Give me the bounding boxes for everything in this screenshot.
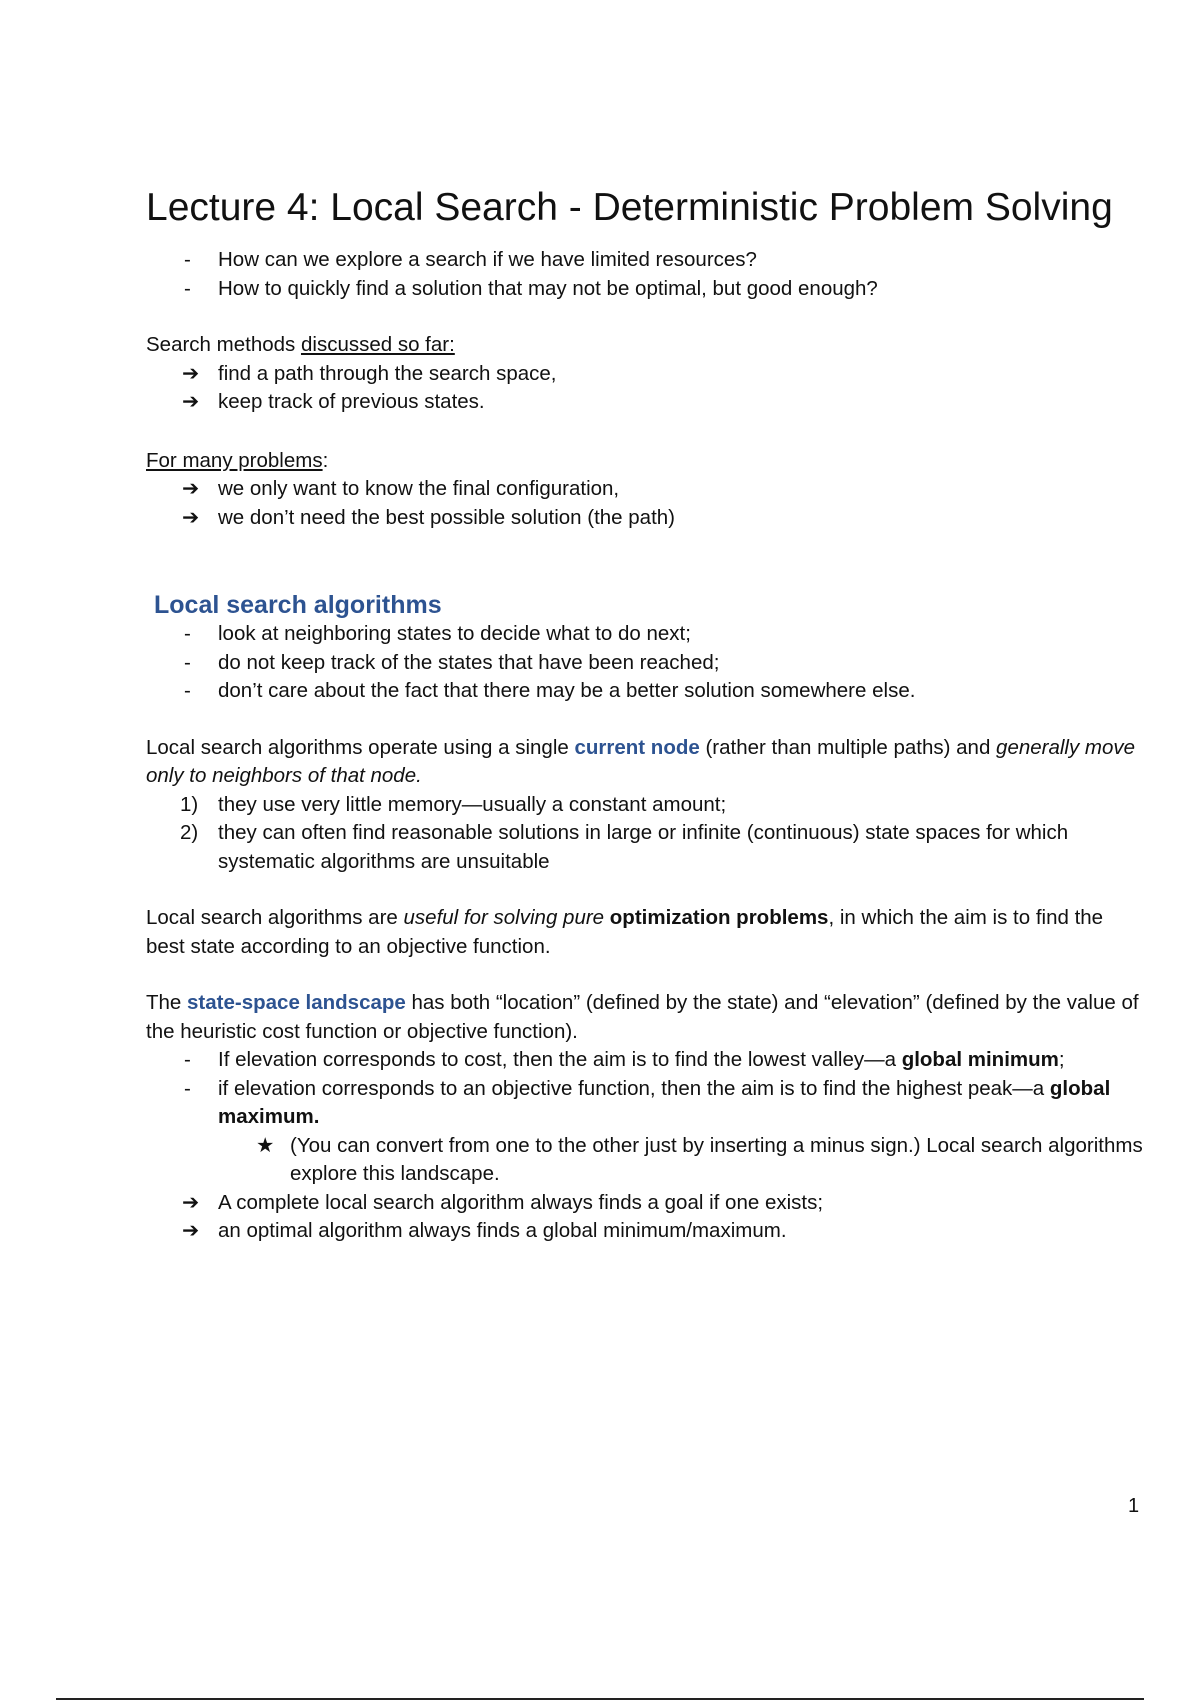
list-item-tail: ;: [1058, 1048, 1065, 1071]
arrow-icon: ➔: [182, 477, 200, 500]
list-item-text: they use very little memory—usually a constant amount;: [218, 792, 727, 816]
search-methods-lead-text: Search methods: [146, 333, 301, 356]
state-space-landscape-highlight: state-space landscape: [187, 991, 406, 1014]
list-item: [146, 620, 1146, 649]
list-item-text: How can we explore a search if we have limited resources?: [218, 248, 757, 271]
list-item: [146, 504, 1146, 533]
search-methods-lead: [146, 331, 1146, 360]
list-item: [146, 1132, 1146, 1189]
list-item: [146, 791, 1146, 820]
operate-text-italic: generally move only to neighbors of that node.: [146, 735, 1136, 787]
many-problems-lead-underlined: For many problems: [146, 448, 323, 472]
operate-text-2: (rather than multiple paths) and: [699, 735, 997, 759]
global-maximum-term: global maximum.: [218, 1076, 1111, 1128]
list-item: [146, 1075, 1146, 1132]
section-heading-local-search: Local search algorithms: [154, 591, 442, 619]
arrow-icon: ➔: [182, 1219, 200, 1242]
page-number: 1: [1128, 1495, 1140, 1517]
page-title: Lecture 4: Local Search - Deterministic Problem Solving: [146, 186, 1113, 229]
landscape-paragraph: [146, 989, 1146, 1046]
number-marker: 2): [180, 821, 199, 844]
optimization-text-bold: optimization problems: [609, 906, 829, 929]
landscape-text-2: has both “location” (defined by the state) and “elevation” (defined by the value of the heuristic cost function or objective function).: [146, 991, 1139, 1043]
optimization-text-1: Local search algorithms are: [146, 906, 404, 929]
list-item: [146, 1189, 1146, 1218]
star-icon: ★: [256, 1133, 275, 1157]
list-item: [146, 819, 1146, 876]
search-methods-list: [146, 360, 1146, 417]
many-problems-lead: [146, 447, 1146, 476]
list-item-text: How to quickly find a solution that may not be optimal, but good enough?: [218, 276, 878, 300]
optimization-text-2: , in which the aim is to find the best state according to an objective function.: [146, 906, 1104, 958]
elevation-bullets: [146, 1046, 1146, 1132]
list-item: [146, 1046, 1146, 1075]
list-item-text: do not keep track of the states that have been reached;: [218, 650, 720, 674]
list-item: [146, 275, 1146, 304]
dash-marker: -: [184, 650, 191, 674]
arrow-icon: ➔: [182, 505, 200, 529]
list-item: [146, 677, 1146, 706]
list-item-text: A complete local search algorithm always finds a goal if one exists;: [218, 1190, 824, 1214]
dash-marker: -: [184, 248, 191, 271]
algorithm-properties-list: [146, 1189, 1146, 1246]
list-item-text: If elevation corresponds to cost, then the aim is to find the lowest valley—a: [218, 1048, 902, 1071]
intro-questions-list: [146, 246, 1146, 303]
star-note-list: [146, 1132, 1146, 1189]
list-item: [146, 475, 1146, 504]
search-methods-lead-underlined: discussed so far:: [300, 333, 455, 356]
list-item-text: find a path through the search space,: [218, 361, 557, 385]
number-marker: 1): [180, 792, 199, 816]
arrow-icon: ➔: [182, 1190, 200, 1214]
list-item: [146, 360, 1146, 389]
many-problems-lead-colon: :: [322, 448, 329, 472]
list-item-text: we only want to know the final configuration,: [218, 477, 620, 500]
list-item-text: (You can convert from one to the other just by inserting a minus sign.) Local search algorithms explore this landscape.: [290, 1133, 1143, 1185]
list-item-text: keep track of previous states.: [218, 390, 485, 413]
arrow-icon: ➔: [182, 361, 200, 385]
list-item: [146, 1217, 1146, 1246]
global-minimum-term: global minimum: [901, 1048, 1059, 1071]
list-item: [146, 388, 1146, 417]
list-item: [146, 246, 1146, 275]
document-page: [146, 180, 1146, 1246]
current-node-highlight: current node: [574, 735, 700, 759]
list-item-text: an optimal algorithm always finds a global minimum/maximum.: [218, 1219, 787, 1242]
list-item-text: they can often find reasonable solutions in large or infinite (continuous) state spaces for which systematic algorithms are unsuitable: [218, 821, 1069, 873]
landscape-text-1: The: [146, 991, 188, 1014]
arrow-icon: ➔: [182, 390, 200, 413]
many-problems-list: [146, 475, 1146, 532]
optimization-text-italic: useful for solving pure: [403, 906, 605, 929]
optimization-paragraph: [146, 904, 1146, 961]
list-item-text: look at neighboring states to decide what to do next;: [218, 622, 691, 645]
operate-text-1: Local search algorithms operate using a single: [146, 735, 575, 759]
list-item-text: we don’t need the best possible solution (the path): [218, 505, 675, 529]
list-item: [146, 649, 1146, 678]
dash-marker: -: [184, 679, 191, 702]
operate-paragraph: [146, 734, 1146, 791]
dash-marker: -: [184, 1048, 191, 1071]
dash-marker: -: [184, 622, 191, 645]
list-item-text: don’t care about the fact that there may be a better solution somewhere else.: [218, 679, 916, 702]
dash-marker: -: [184, 276, 191, 300]
local-search-numbered-list: [146, 791, 1146, 877]
local-search-bullets: [146, 620, 1146, 706]
list-item-text: if elevation corresponds to an objective function, then the aim is to find the highest peak—a: [218, 1076, 1050, 1100]
dash-marker: -: [184, 1076, 191, 1100]
